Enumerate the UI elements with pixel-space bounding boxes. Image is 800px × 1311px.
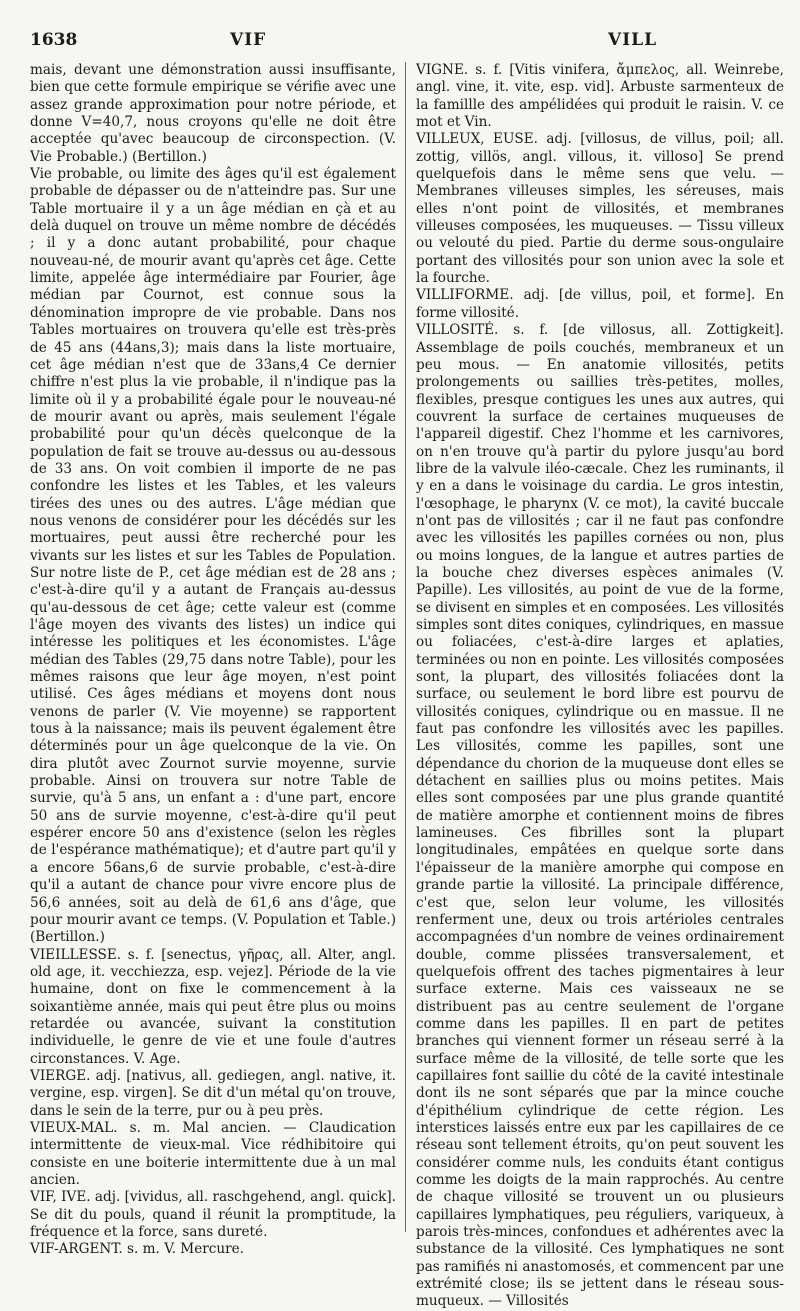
column-divider [405, 62, 406, 1232]
entry-villeux: VILLEUX, EUSE. adj. [villosus, de villus, poil; all. zottig, villös, angl. villous, it. villoso] Se prend quelquefois dans le même sens que velu. — Membranes villeuses simples, les séreuses, mais elles n'ont point de villosités, et membranes villeuses composées, les muqueuses. — Tissu villeux ou velouté du pied. Partie du derme sous-ongulaire portant des villosités pour son union avec la sole et la fourche. [416, 131, 784, 287]
entry-paragraph: mais, devant une démonstration aussi insuffisante, bien que cette formule empirique se vérifie avec une assez grande approximation pour notre période, et donne V=40,7, nous croyons qu'elle ne doit être acceptée qu'avec beaucoup de circonspection. (V. Vie Probable.) (Bertillon.) [30, 62, 396, 165]
entry-vie-probable: Vie probable, ou limite des âges qu'il est également probable de dépasser ou de n'atteindre pas. Sur une Table mortuaire il y a un âge médian en çà et au delà duquel on trouve un même nombre de décédés ; il y a donc autant probabilité, pour chaque nouveau-né, de mourir avant qu'après cet âge. Cette limite, appelée âge intermédiaire par Fourier, âge médian par Cournot, est connue sous la dénomination impropre de vie probable. Dans nos Tables mortuaires on trouvera qu'elle est très-près de 45 ans (44ans,3); mais dans la liste mortuaire, cet âge médian n'est que de 33ans,4 Ce dernier chiffre n'est plus la vie probable, il n'indique pas la limite où il y a probabilité égale pour le nouveau-né de mourir avant ou après, mais seulement l'égale probabilité pour qu'un décès quelconque de la population de fait se trouve au-dessus ou au-dessous de 33 ans. On voit combien il importe de ne pas confondre les listes et les Tables, et les valeurs tirées des unes ou des autres. L'âge médian que nous venons de considérer pour les décédés sur les mortuaires, peut aussi être recherché pour les vivants sur les listes et sur les Tables de Population. Sur notre liste de P., cet âge médian est de 28 ans ; c'est-à-dire qu'il y a autant de Français au-dessus qu'au-dessous de cet âge; cette valeur est (comme l'âge moyen des vivants des listes) un indice qui intéresse les politiques et les économistes. L'âge médian des Tables (29,75 dans notre Table), pour les mêmes raisons que leur âge moyen, n'est point utilisé. Ces âges médians et moyens dont nous venons de parler (V. Vie moyenne) se rapportent tous à la naissance; mais ils peuvent également être déterminés pour un âge quelconque de la vie. On dira plutôt avec Zournot survie moyenne, survie probable. Ainsi on trouvera sur notre Table de survie, qu'à 5 ans, un enfant a : d'une part, encore 50 ans de survie moyenne, c'est-à-dire qu'il peut espérer encore 50 ans d'existence (selon les règles de l'espérance mathématique); et d'autre part qu'il y a encore 56ans,6 de survie probable, c'est-à-dire qu'il a autant de chance pour vivre encore plus de 56,6 années, soit au delà de 61,6 ans d'âge, que pour mourir avant ce temps. (V. Population et Table.) (Bertillon.) [30, 166, 396, 946]
entry-villosite: VILLOSITÉ. s. f. [de villosus, all. Zottigkeit]. Assemblage de poils couchés, membraneux et un peu mous. — En anatomie villosités, petits prolongements ou saillies très-petites, molles, flexibles, presque contigues les unes aux autres, qui couvrent la surface de certaines muqueuses de l'appareil digestif. Chez l'homme et les carnivores, on n'en trouve qu'à partir du pylore jusqu'au bord libre de la valvule iléo-cæcale. Chez les ruminants, il y en a dans le voisinage du cardia. Le gros intestin, l'œsophage, le pharynx (V. ce mot), la cavité buccale n'ont pas de villosités ; car il ne faut pas confondre avec les villosités les papilles cornées ou non, plus ou moins longues, de la langue et autres parties de la bouche chez diverses espèces animales (V. Papille). Les villosités, au point de vue de la forme, se divisent en simples et en composées. Les villosités simples sont dites coniques, cylindriques, en massue ou foliacées, c'est-à-dire larges et aplaties, terminées ou non en pointe. Les villosités composées sont, la plupart, des villosités foliacées dont la surface, ou seulement le bord libre est pourvu de villosités coniques, cylindrique ou en massue. Il ne faut pas confondre les villosités avec les papilles. Les villosités, comme les papilles, sont une dépendance du chorion de la muqueuse dont elles se détachent en saillies plus ou moins petites. Mais elles sont composées par une plus grande quantité de matière amorphe et contiennent moins de fibres lamineuses. Ces fibrilles sont la plupart longitudinales, empâtées en quelque sorte dans l'épaisseur de la manière amorphe qui compose en grande partie la villosité. La principale différence, c'est que, selon leur volume, les villosités renferment une, deux ou trois artérioles centrales accompagnées d'un nombre de veines ordinairement double, comme plissées transversalement, et quelquefois offrent des taches pigmentaires à leur surface externe. Mais ces vaisseaux ne se distribuent pas au centre seulement de l'organe comme dans les papilles. Il en part de petites branches qui viennent former un réseau serré à la surface même de la villosité, de telle sorte que les capillaires font saillie du côté de la cavité intestinale dont ils ne sont séparés que par la mince couche d'épithélium cylindrique de cette région. Les interstices laissés entre eux par les capillaires de ce réseau sont tellement étroits, qu'on peut souvent les considérer comme nuls, les conduits étant contigus comme les doigts de la main rapprochés. Au centre de chaque villosité se trouvent un ou plusieurs capillaires lymphatiques, peu réguliers, variqueux, à parois très-minces, confondues et adhérentes avec la substance de la villosité. Ces lymphatiques ne sont pas ramifiés ni anastomosés, et commencent par une extrémité close; ils se jettent dans le réseau sous-muqueux. — Villosités [416, 322, 784, 1310]
page-header [30, 30, 782, 56]
entry-vieux-mal: VIEUX-MAL. s. m. Mal ancien. — Claudication intermittente de vieux-mal. Vice rédhibitoire qui consiste en une boiterie intermittente due à un mal ancien. [30, 1119, 396, 1188]
entry-villiforme: VILLIFORME. adj. [de villus, poil, et forme]. En forme villosité. [416, 287, 784, 321]
entry-vif: VIF, IVE. adj. [vividus, all. raschgehend, angl. quick]. Se dit du pouls, quand il réunit la promptitude, la fréquence et la force, sans dureté. [30, 1189, 396, 1241]
entry-vieillesse: VIEILLESSE. s. f. [senectus, γῆρας, all. Alter, angl. old age, it. vecchiezza, esp. vejez]. Période de la vie humaine, dont on fixe le commencement à la soixantième année, mais qui peut être plus ou moins retardée ou avancée, suivant la constitution individuelle, le genre de vie et une foule d'autres circonstances. V. Age. [30, 946, 396, 1067]
right-running-head: VILL [608, 30, 658, 50]
page-number: 1638 [30, 30, 78, 50]
entry-vierge: VIERGE. adj. [nativus, all. gediegen, angl. native, it. vergine, esp. virgen]. Se dit d'un métal qu'on trouve, dans le sein de la terre, pur ou à peu près. [30, 1067, 396, 1119]
left-column [30, 62, 396, 1259]
left-running-head: VIF [230, 30, 267, 50]
entry-vigne: VIGNE. s. f. [Vitis vinifera, ἄμπελος, all. Weinrebe, angl. vine, it. vite, esp. vid]. Arbuste sarmenteux de la famillle des ampélidées qui produit le raisin. V. ce mot et Vin. [416, 62, 784, 131]
entry-vif-argent: VIF-ARGENT. s. m. V. Mercure. [30, 1241, 244, 1258]
right-column [416, 62, 784, 1311]
